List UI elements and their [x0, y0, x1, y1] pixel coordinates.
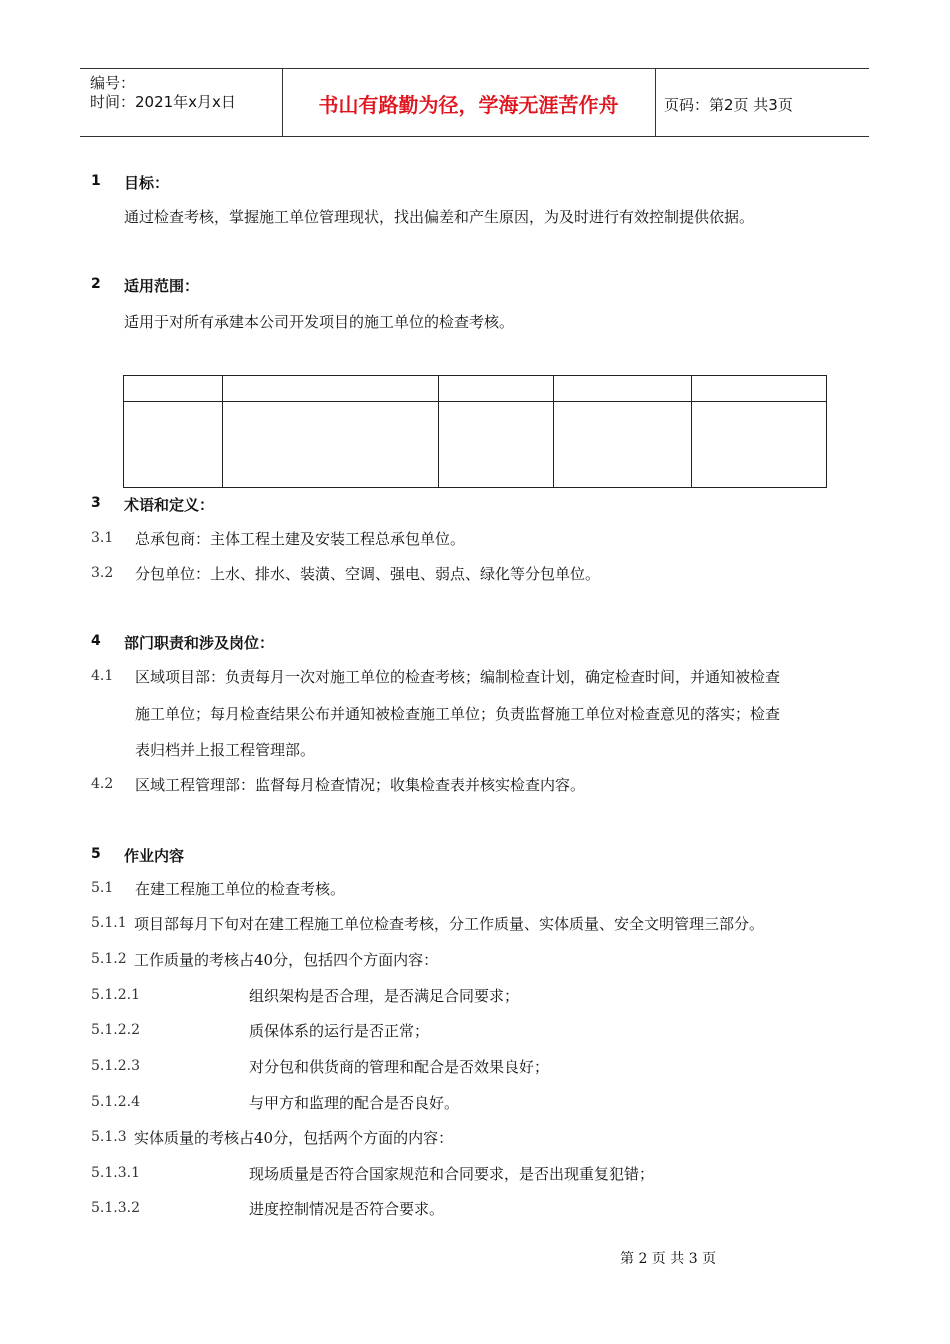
item-number: 5.1.3 [91, 1129, 127, 1145]
table-cell [439, 376, 553, 402]
item-text: 区域项目部：负责每月一次对施工单位的检查考核；编制检查计划，确定检查时间，并通知被检查 [135, 668, 781, 686]
item-number: 5.1 [91, 880, 114, 896]
table-cell [223, 402, 439, 488]
item-number: 5.1.3.1 [91, 1165, 140, 1181]
item-text: 分包单位：上水、排水、装潢、空调、强电、弱点、绿化等分包单位。 [135, 565, 601, 583]
item-number: 4.2 [91, 776, 114, 792]
section-title: 作业内容 [124, 847, 185, 865]
item-text: 区域工程管理部：监督每月检查情况；收集检查表并核实检查内容。 [135, 776, 586, 794]
header-motto: 书山有路勤为径，学海无涯苦作舟 [318, 93, 619, 117]
table-cell [124, 402, 223, 488]
item-text: 质保体系的运行是否正常； [249, 1022, 430, 1040]
item-text: 实体质量的考核占40分，包括两个方面的内容： [134, 1129, 454, 1147]
table-cell [553, 402, 691, 488]
table-cell [691, 376, 826, 402]
item-text: 在建工程施工单位的检查考核。 [135, 880, 346, 898]
item-number: 5.1.3.2 [91, 1200, 140, 1216]
section-title: 术语和定义： [124, 496, 215, 514]
section-number: 2 [91, 276, 101, 292]
item-text: 总承包商：主体工程土建及安装工程总承包单位。 [135, 530, 466, 548]
paragraph: 通过检查考核，掌握施工单位管理现状，找出偏差和产生原因，为及时进行有效控制提供依据。 [124, 208, 755, 226]
item-number: 5.1.1 [91, 915, 127, 931]
item-text: 工作质量的考核占40分，包括四个方面内容： [134, 951, 439, 969]
section-number: 1 [91, 173, 101, 189]
table-cell [691, 402, 826, 488]
item-text: 现场质量是否符合国家规范和合同要求，是否出现重复犯错； [249, 1165, 655, 1183]
item-number: 3.2 [91, 565, 114, 581]
page-footer: 第 2 页 共 3 页 [620, 1251, 717, 1267]
table-cell [223, 376, 439, 402]
item-text: 项目部每月下旬对在建工程施工单位检查考核，分工作质量、实体质量、安全文明管理三部分。 [134, 915, 765, 933]
header-divider [655, 69, 656, 136]
doc-number-label: 编号： [90, 74, 136, 92]
table-cell [553, 376, 691, 402]
item-text: 组织架构是否合理，是否满足合同要求； [249, 987, 520, 1005]
section-title: 部门职责和涉及岗位： [124, 634, 275, 652]
section-number: 5 [91, 846, 101, 862]
table-cell [124, 376, 223, 402]
item-text: 对分包和供货商的管理和配合是否效果良好； [249, 1058, 550, 1076]
empty-table [123, 375, 827, 488]
item-number: 3.1 [91, 530, 114, 546]
item-number: 5.1.2.4 [91, 1094, 140, 1110]
item-number: 5.1.2.3 [91, 1058, 140, 1074]
item-text: 进度控制情况是否符合要求。 [249, 1200, 445, 1218]
page-header [80, 68, 869, 137]
section-title: 适用范围： [124, 277, 200, 295]
table-cell [439, 402, 553, 488]
item-number: 5.1.2.1 [91, 987, 140, 1003]
item-text: 施工单位；每月检查结果公布并通知被检查施工单位；负责监督施工单位对检查意见的落实；检查 [135, 705, 781, 723]
paragraph: 适用于对所有承建本公司开发项目的施工单位的检查考核。 [124, 313, 515, 331]
item-text: 表归档并上报工程管理部。 [135, 741, 316, 759]
page-indicator: 页码：第2页 共3页 [664, 96, 793, 114]
item-number: 4.1 [91, 668, 114, 684]
item-text: 与甲方和监理的配合是否良好。 [249, 1094, 460, 1112]
section-number: 3 [91, 495, 101, 511]
date-label: 时间：2021年x月x日 [90, 93, 236, 111]
item-number: 5.1.2 [91, 951, 127, 967]
section-title: 目标： [124, 174, 170, 192]
section-number: 4 [91, 633, 101, 649]
item-number: 5.1.2.2 [91, 1022, 140, 1038]
